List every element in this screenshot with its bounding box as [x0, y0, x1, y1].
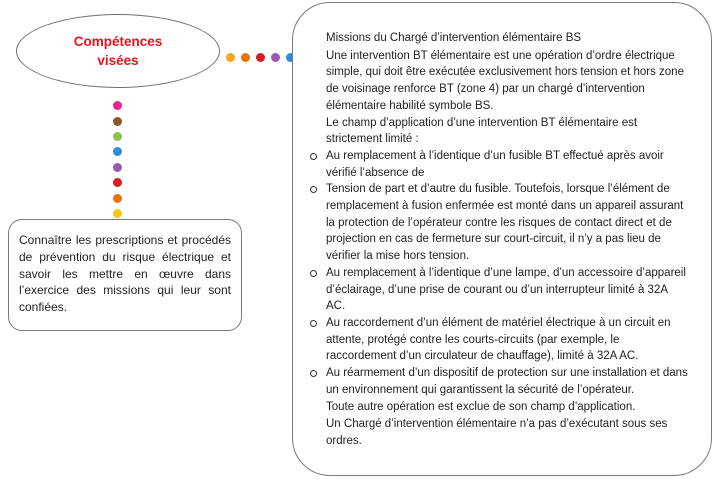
connector-dot-v4 [113, 147, 122, 156]
connector-dot-v7 [113, 194, 122, 203]
missions-intro-2: Le champ d’application d’une intervention BT élémentaire est strictement limité : [326, 116, 638, 146]
connector-dot-v2 [113, 117, 122, 126]
list-item: Tension de part et d’autre du fusible. Toutefois, lorsque l’élément de remplacement à fusion enfermée est monté dans un appareil assurant la protection de l’opérateur contre les risques de contact direct et de projection en cas de fermeture sur court-circuit, il n’y a pas lieu de vérifier la mise hors tension. [326, 181, 688, 265]
connector-dot-h3 [256, 53, 265, 62]
connector-dot-h4 [271, 53, 280, 62]
missions-content [326, 30, 688, 450]
connector-dot-h1 [226, 53, 235, 62]
circle-bullet-icon [310, 270, 317, 277]
missions-list [326, 148, 688, 399]
connector-dot-h2 [241, 53, 250, 62]
circle-bullet-icon [310, 320, 317, 327]
list-item: Au remplacement à l’identique d’une lampe, d’un accessoire d’appareil d’éclairage, d’une prise de courant ou d’un interrupteur limité à 32A AC. [326, 265, 688, 315]
connector-dot-v5 [113, 163, 122, 172]
oval-title-line1: Compétences [73, 34, 163, 49]
missions-exclusion: Toute autre opération est exclue de son champ d’application. [326, 401, 636, 414]
oval-title-line2: visées [97, 53, 139, 68]
connector-dot-v3 [113, 132, 122, 141]
list-item: Au réarmement d’un dispositif de protection sur une installation et dans un environnement qui garantissent la sécurité de l’opérateur. [326, 365, 688, 398]
list-item: Au raccordement d’un élément de matériel électrique à un circuit en attente, protégé contre les courts-circuits (par exemple, le raccordement d’un circulateur de chauffage), limité à 32A AC. [326, 315, 688, 365]
skills-description-box [8, 219, 242, 331]
skills-description-text: Connaître les prescriptions et procédés de prévention du risque électrique et savoir les mettre en œuvre dans l’exercice des missions qui leur sont confiées. [19, 233, 231, 315]
missions-closing: Un Chargé d’intervention élémentaire n’a pas d’exécutant sous ses ordres. [326, 418, 668, 447]
competences-oval [16, 14, 220, 88]
circle-bullet-icon [310, 370, 317, 377]
list-item: Au remplacement à l’identique d’un fusible BT effectué après avoir vérifié l’absence de [326, 148, 688, 181]
missions-intro-1: Une intervention BT élémentaire est une opération d’ordre électrique simple, qui doit être exécutée exclusivement hors tension et hors zone de voisinage renforce BT (zone 4) par un chargé d’intervention élémentaire habilité symbole BS. [326, 49, 684, 112]
connector-dot-v6 [113, 178, 122, 187]
connector-dot-v1 [113, 101, 122, 110]
circle-bullet-icon [310, 153, 317, 160]
connector-dot-v8 [113, 209, 122, 218]
missions-title: Missions du Chargé d’intervention élémentaire BS [326, 32, 582, 44]
